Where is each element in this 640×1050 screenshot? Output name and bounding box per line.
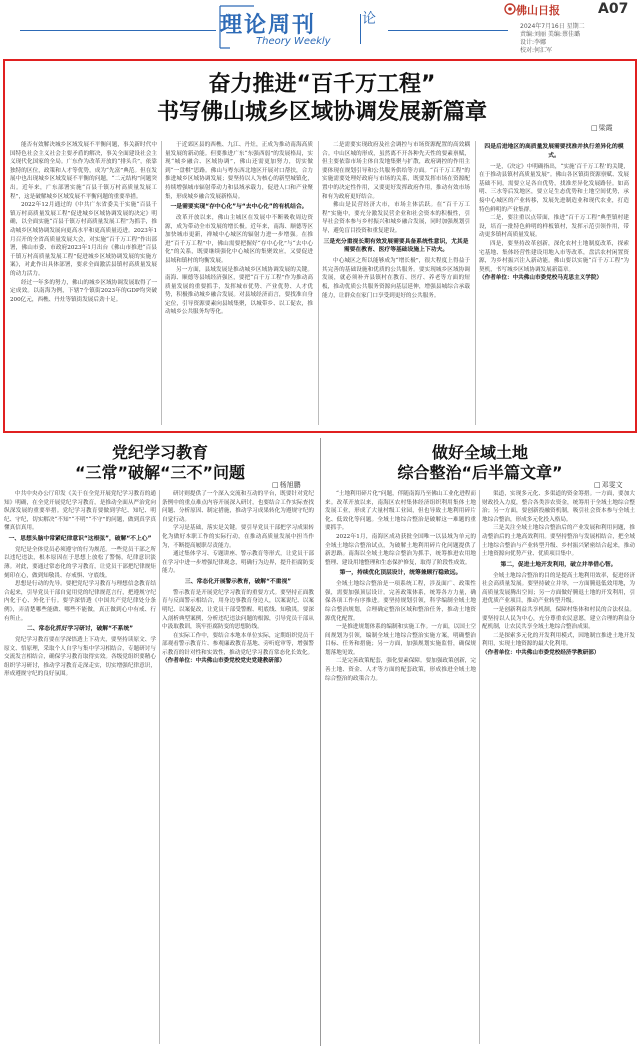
section-subheading: 二、常态化抓好学习研讨，破解“不系统” [26, 626, 134, 633]
body-paragraph: 一是推进规划体系的编制和实施工作。一方面，以国土空间规划为引领，编制全域土地综合整治实施方案，明确整治目标、任务和措施；另一方面，加强规划实施监督，确保规划落地见效。 [325, 624, 476, 656]
feature-column-3 [322, 141, 470, 427]
feature-author: □ 梁霞 [591, 123, 613, 133]
page-header [0, 0, 640, 56]
body-paragraph: 能否有效解决城乡区域发展不平衡问题，事关新时代中国特色社会主义社会主要矛盾的解决，事关全面建设社会主义现代化国家的全局。广东作为改革开放的“排头兵”，依靠独特的区位，政策和人才等优势，成为“先富”典范。但在发展中也出现城乡区域发展不平衡的问题，“二元结构”问题突出。近年来，广东部署实施“百县千镇万村高质量发展工程”，这是破解城乡区域发展不平衡问题的重要举措。 [10, 142, 157, 200]
author-affiliation: （作者单位：中共佛山市委党校经济学教研部） [482, 649, 600, 656]
body-paragraph: 二是需要实现政府及社会调控与市场资源配置的高效耦合。中山区城的形成，虽然离不开各种先天性的要素禀赋，但主要依靠市场主体自发地集聚与扩散，政府调控的作用主要体现在规划引导和公共服务供给等方面。“百千万工程”的实施需要处理好政府与市场的关系，既要发挥市场在资源配置中的决定性作用，又要更好发挥政府作用，推动有效市场和有为政府更好结合。 [322, 142, 470, 200]
body-paragraph: 一是创新利益共享机制，保障村集体和村民的合法权益。要坚持以人民为中心，充分尊重农民意愿，建立合理的利益分配机制，让农民共享全域土地综合整治成果。 [482, 606, 635, 631]
column-divider [161, 141, 162, 425]
left-title-line2: “三常”破解“三不”问题 [74, 463, 246, 482]
body-paragraph: 中共中央办公厅印发《关于在全党开展党纪学习教育的通知》明确，在全党开展党纪学习教育，是推动全面从严治党向纵深发展的重要举措。党纪学习教育要做到学纪、知纪、明纪、守纪，切实解决“不知”“不明”“不守”的问题，做到真学真懂真信真用。 [4, 491, 156, 532]
body-paragraph: 中心城区之所以能够成为“增长极”，很大程度上得益于其完善的基础设施和优质的公共服务。要实现城乡区域协调发展，就必须补齐县镇村在教育、医疗、养老等方面的短板，推动优质公共服务资源向基层延伸，增强县城综合承载能力，让群众在家门口享受到更好的公共服务。 [322, 258, 470, 299]
date-line: 2024年7月16日 星期二 [520, 23, 585, 30]
body-paragraph: 二是探索多元化的开发利用模式，因地制宜推进土地开发利用，实现土地资源的最大化利用。 [482, 632, 635, 648]
right-title-line1: 做好全域土地 [431, 443, 528, 462]
section-subheading: 第二，促进土地开发利用，破立并举借心智。 [500, 561, 617, 568]
body-paragraph: 通过集体学习、专题讲座、警示教育等形式，让党员干部在学习中进一步增强纪律观念，明确行为边界，提升拒腐防变能力。 [162, 551, 314, 575]
body-paragraph: 经过一年多的努力，佛山的城乡区域协调发展取得了一定成效。以南海为例，下辖7个镇街2023年的GDP均突破200亿元，西樵、丹灶等镇街发展后劲十足。 [10, 279, 157, 303]
body-paragraph: 改革开放以来，佛山主城区在发展中不断吸收周边资源，成为带动全市发展的增长极。近年来，南海、顺德等区加快城市更新，禅城中心城区的辐射力进一步增强。在推进“百千万工程”中，佛山需要把握好“存中心化”与“去中心化”的关系，既要继续强化中心城区的集聚效应，又要促进县域和镇村的均衡发展。 [165, 214, 313, 264]
left-column-2 [162, 490, 314, 1046]
header-rule-right [388, 30, 508, 31]
section-subheading: 第一，持续优化顶层设计，统筹兼顾行稳致远。 [339, 570, 462, 577]
right-author: □ 邓雯文 [594, 480, 623, 490]
section-mark: 论 [362, 11, 376, 27]
body-paragraph: 2022年12月通过的《中共广东省委关于实施“百县千镇万村高质量发展工程”促进城乡区域协调发展的决定》明确，以全面实施“百县千镇万村高质量发展工程”为抓手，推动城乡区域协调发展向更高水平和更高质量迈进。2023年1月召开的全省高质量发展大会，对实施“百千万工程”作出部署，佛山市委、市政府2023年1月出台《佛山市推进“百县千镇万村高质量发展工程”促进城乡区域协调发展的实施方案》，对此作出具体部署，要求全面激活县镇村高质量发展的动力活力。 [10, 202, 157, 277]
section-subheading: 一是需要实现“存中心化”与“去中心化”的有机结合。 [170, 204, 308, 211]
body-paragraph: 党纪是全体党员必须遵守的行为规范。一些党员干部之所以违纪违法，根本原因在于思想上放松了警惕，纪律意识淡薄。对此，要通过常态化的学习教育，让党员干部把纪律规矩刻印在心，做到知敬畏、存戒惧、守底线。 [4, 546, 156, 579]
body-paragraph: 在实际工作中，要结合本地本单位实际，定期组织党员干部观看警示教育片、参观廉政教育基地、旁听庭审等，增强警示教育的针对性和实效性，推动党纪学习教育常态化长效化。 [162, 632, 314, 656]
page-number: A07 [598, 1, 629, 17]
paper-name: 佛山日报 [516, 4, 560, 17]
paper-logo-icon [504, 3, 516, 15]
right-column-2 [482, 490, 635, 1046]
body-paragraph: 另一方面，县域发展是推动城乡区域协调发展的关键。南海、顺德等县域经济强区，要把“百千万工程”作为推动高质量发展的重要抓手，发挥城市优势、产业优势、人才优势，积极推动城乡融合发展。对县域经济而言，要找准自身定位，引导资源要素向县域集聚，以城带乡、以工促农，推动城乡公共服务均等化。 [165, 266, 313, 316]
body-paragraph: 研讨则提供了一个深入交流和互动的平台，既要针对党纪条例中的重点难点内容开展深入研讨，也要结合工作实际查找问题、分析原因、制定措施，推动学习成果转化为遵规守纪的自觉行动。 [162, 491, 314, 523]
header-rule-left [20, 30, 216, 31]
designer-line: 设计:李娜 [520, 39, 547, 46]
body-paragraph: 二是，要注重以点带面，推进“百千万工程”典型镇村建设，培育一批特色鲜明的样板镇村，发挥示范引领作用，带动更多镇村高质量发展。 [479, 215, 629, 239]
column-divider [479, 490, 480, 1044]
section-subheading: 三是充分重视长期有效发展需要具备系统性意识，尤其是需要在教育、医疗等基础设施上下功夫。 [323, 238, 469, 254]
left-column-1 [4, 490, 156, 1046]
right-column-1 [325, 490, 476, 1046]
section-subheading: 四是后进地区的高质量发展需要找准并执行差异化的模式。 [484, 144, 624, 159]
feature-column-1 [10, 141, 157, 427]
feature-column-4 [479, 141, 629, 427]
author-affiliation: （作者单位：中共佛山市委党校马克思主义学院） [479, 275, 603, 282]
column-divider [475, 141, 476, 425]
section-subheading: 一、思想头脑中常紧纪律意识“这根弦”，破解“不上心” [8, 535, 152, 542]
feature-title-line2: 书写佛山城乡区域协调发展新篇章 [156, 100, 487, 125]
body-paragraph: 2022年1月，南海区成功获批全国唯一以县域为单元的全域土地综合整治试点，为破解土地利用碎片化问题提供了新思路。南海以全域土地综合整治为抓手，统筹推进农用地整理、建设用地整理和生态保护修复，取得了阶段性成效。 [325, 533, 476, 566]
body-paragraph: 警示教育是开展党纪学习教育的重要方式。要坚持正面教育与反面警示相结合，用身边事教育身边人，以案说纪、以案明纪、以案促改，让党员干部受警醒、明底线、知敬畏。要深入剖析典型案例，分析违纪违法问题的根源，引导党员干部从中汲取教训，筑牢拒腐防变的思想防线。 [162, 589, 314, 631]
left-author: □ 杨旭鹏 [272, 480, 301, 490]
section-divider [360, 14, 361, 44]
body-paragraph: 佛山是民营经济大市，市场主体活跃。在“百千万工程”实施中，要充分激发民营企业和社会资本的积极性，引导社会资本参与乡村振兴和城乡融合发展，同时加强规划引导，避免盲目投资和重复建设。 [322, 202, 470, 234]
body-paragraph: 二是完善政策配套，强化要素保障。要加强政策创新，完善土地、资金、人才等方面的配套政策，形成推进全域土地综合整治的政策合力。 [325, 658, 476, 682]
left-title-line1: 党纪学习教育 [111, 443, 208, 462]
body-paragraph: 学习是基础，落实是关键。要引导党员干部把学习成果转化为做好本职工作的实际行动，在推动高质量发展中担当作为，不断提高履职尽责能力。 [162, 525, 314, 549]
body-paragraph: 三是关注全域土地综合整治后的产业发展和利用问题，推动整治后的土地高效利用。要坚持整治与发展相结合，把全域土地综合整治与产业转型升级、乡村振兴紧密结合起来，推动土地资源向优势产业、优质项目集中。 [482, 525, 635, 558]
column-divider [318, 141, 319, 425]
body-paragraph: 一是，《决定》中明确指出，“实施‘百千万工程’的关键，在于推动县镇村高质量发展”。佛山各区镇街资源禀赋、发展基础不同，需要立足各自优势，找准差异化发展路径。如高明、三水等后发地区，要立足生态优势和土地空间优势，承接中心城区的产业转移，发展先进制造业和现代农业，打造特色鲜明的产业集群。 [479, 163, 629, 213]
feature-title-line1: 奋力推进“百千万工程” [208, 72, 436, 97]
section-subtitle: Theory Weekly [256, 36, 331, 47]
column-divider [159, 490, 160, 1044]
body-paragraph: 全域土地综合整治的目的是提高土地利用效率，促进经济社会高质量发展。要坚持破立并举，一方面腾退低效用地，为高质量发展腾出空间；另一方面做好腾退土地的开发利用，引进优质产业项目，推动产业转型升级。 [482, 572, 635, 605]
body-paragraph: 于近郊区县的西樵、九江、丹灶，正成为推动南海高质量发展的新动能。但要推进广东“东强西弱”的发展格局，实现“城乡融合、区域协调”，佛山还需更加努力，切实做到“一盘棋”思路。佛山与粤东西北地区开展对口帮扶，合力推进城乡区域协调发展；要坚持以人为核心的新型城镇化，持续增强城市辐射带动力和县域承载力，促进人口和产业聚集，形成城乡融合发展新格局。 [165, 142, 313, 200]
body-paragraph: “土地利用碎片化”问题，伴随南海乃至佛山工业化进程而来。改革开放以来，南海区农村集体经济组织利用集体土地发展工业，形成了大量村级工业园，但也导致土地利用碎片化、低效化等问题。全域土地综合整治是破解这一难题的重要抓手。 [325, 491, 476, 532]
body-paragraph: 党纪学习教育要在学深悟透上下功夫，要坚持读原文、学原文、悟原理，采取个人自学与集中学习相结合，专题研讨与交流发言相结合，确保学习教育取得实效。各级党组织要精心组织学习研讨，推动学习教育走深走实，切实增强纪律意识，形成遵规守纪的良好氛围。 [4, 636, 156, 678]
article-divider [320, 438, 321, 1046]
section-subheading: 三、常态化开展警示教育，破解“不重视” [184, 578, 292, 585]
right-title-line2: 综合整治“后半篇文章” [397, 463, 563, 482]
body-paragraph: 思想是行动的先导。要把党纪学习教育与理想信念教育结合起来，引导党员干部自觉用党的纪律规范言行，把遵规守纪内化于心、外化于行。要学深悟透《中国共产党纪律处分条例》，弄清楚哪些能做、哪些不能做，真正做到心中有戒、行有所止。 [4, 581, 156, 622]
feature-column-2 [165, 141, 313, 427]
body-paragraph: 全域土地综合整治是一项系统工程，涉及面广、政策性强，需要加强顶层设计，完善政策体系，统筹各方力量，确保各项工作有序推进。要坚持规划引领，科学编制全域土地综合整治规划，合理确定整治区域和整治任务，推动土地资源优化配置。 [325, 581, 476, 622]
proof-line: 校对:何汇军 [520, 47, 553, 54]
section-title: 理论周刊 [220, 13, 317, 38]
feature-article [3, 59, 637, 433]
body-paragraph: 四是，要坚持改革创新，深化农村土地制度改革，探索宅基地、集体经营性建设用地入市等改革，盘活农村闲置资源，为乡村振兴注入新动能。佛山要以实施“百千万工程”为契机，书写城乡区域协调发展新篇章。 [479, 240, 629, 273]
author-affiliation: （作者单位：中共佛山市委党校党史党建教研部） [162, 658, 286, 665]
body-paragraph: 渠道，实现多元化、多渠道的资金筹措。一方面，要加大财政投入力度，整合各类涉农资金，统筹用于全域土地综合整治；另一方面，要创新投融资机制，吸引社会资本参与全域土地综合整治，形成多元化投入格局。 [482, 491, 635, 523]
editor-line: 责编:刘丽 美编:蔡佳璐 [520, 31, 580, 38]
